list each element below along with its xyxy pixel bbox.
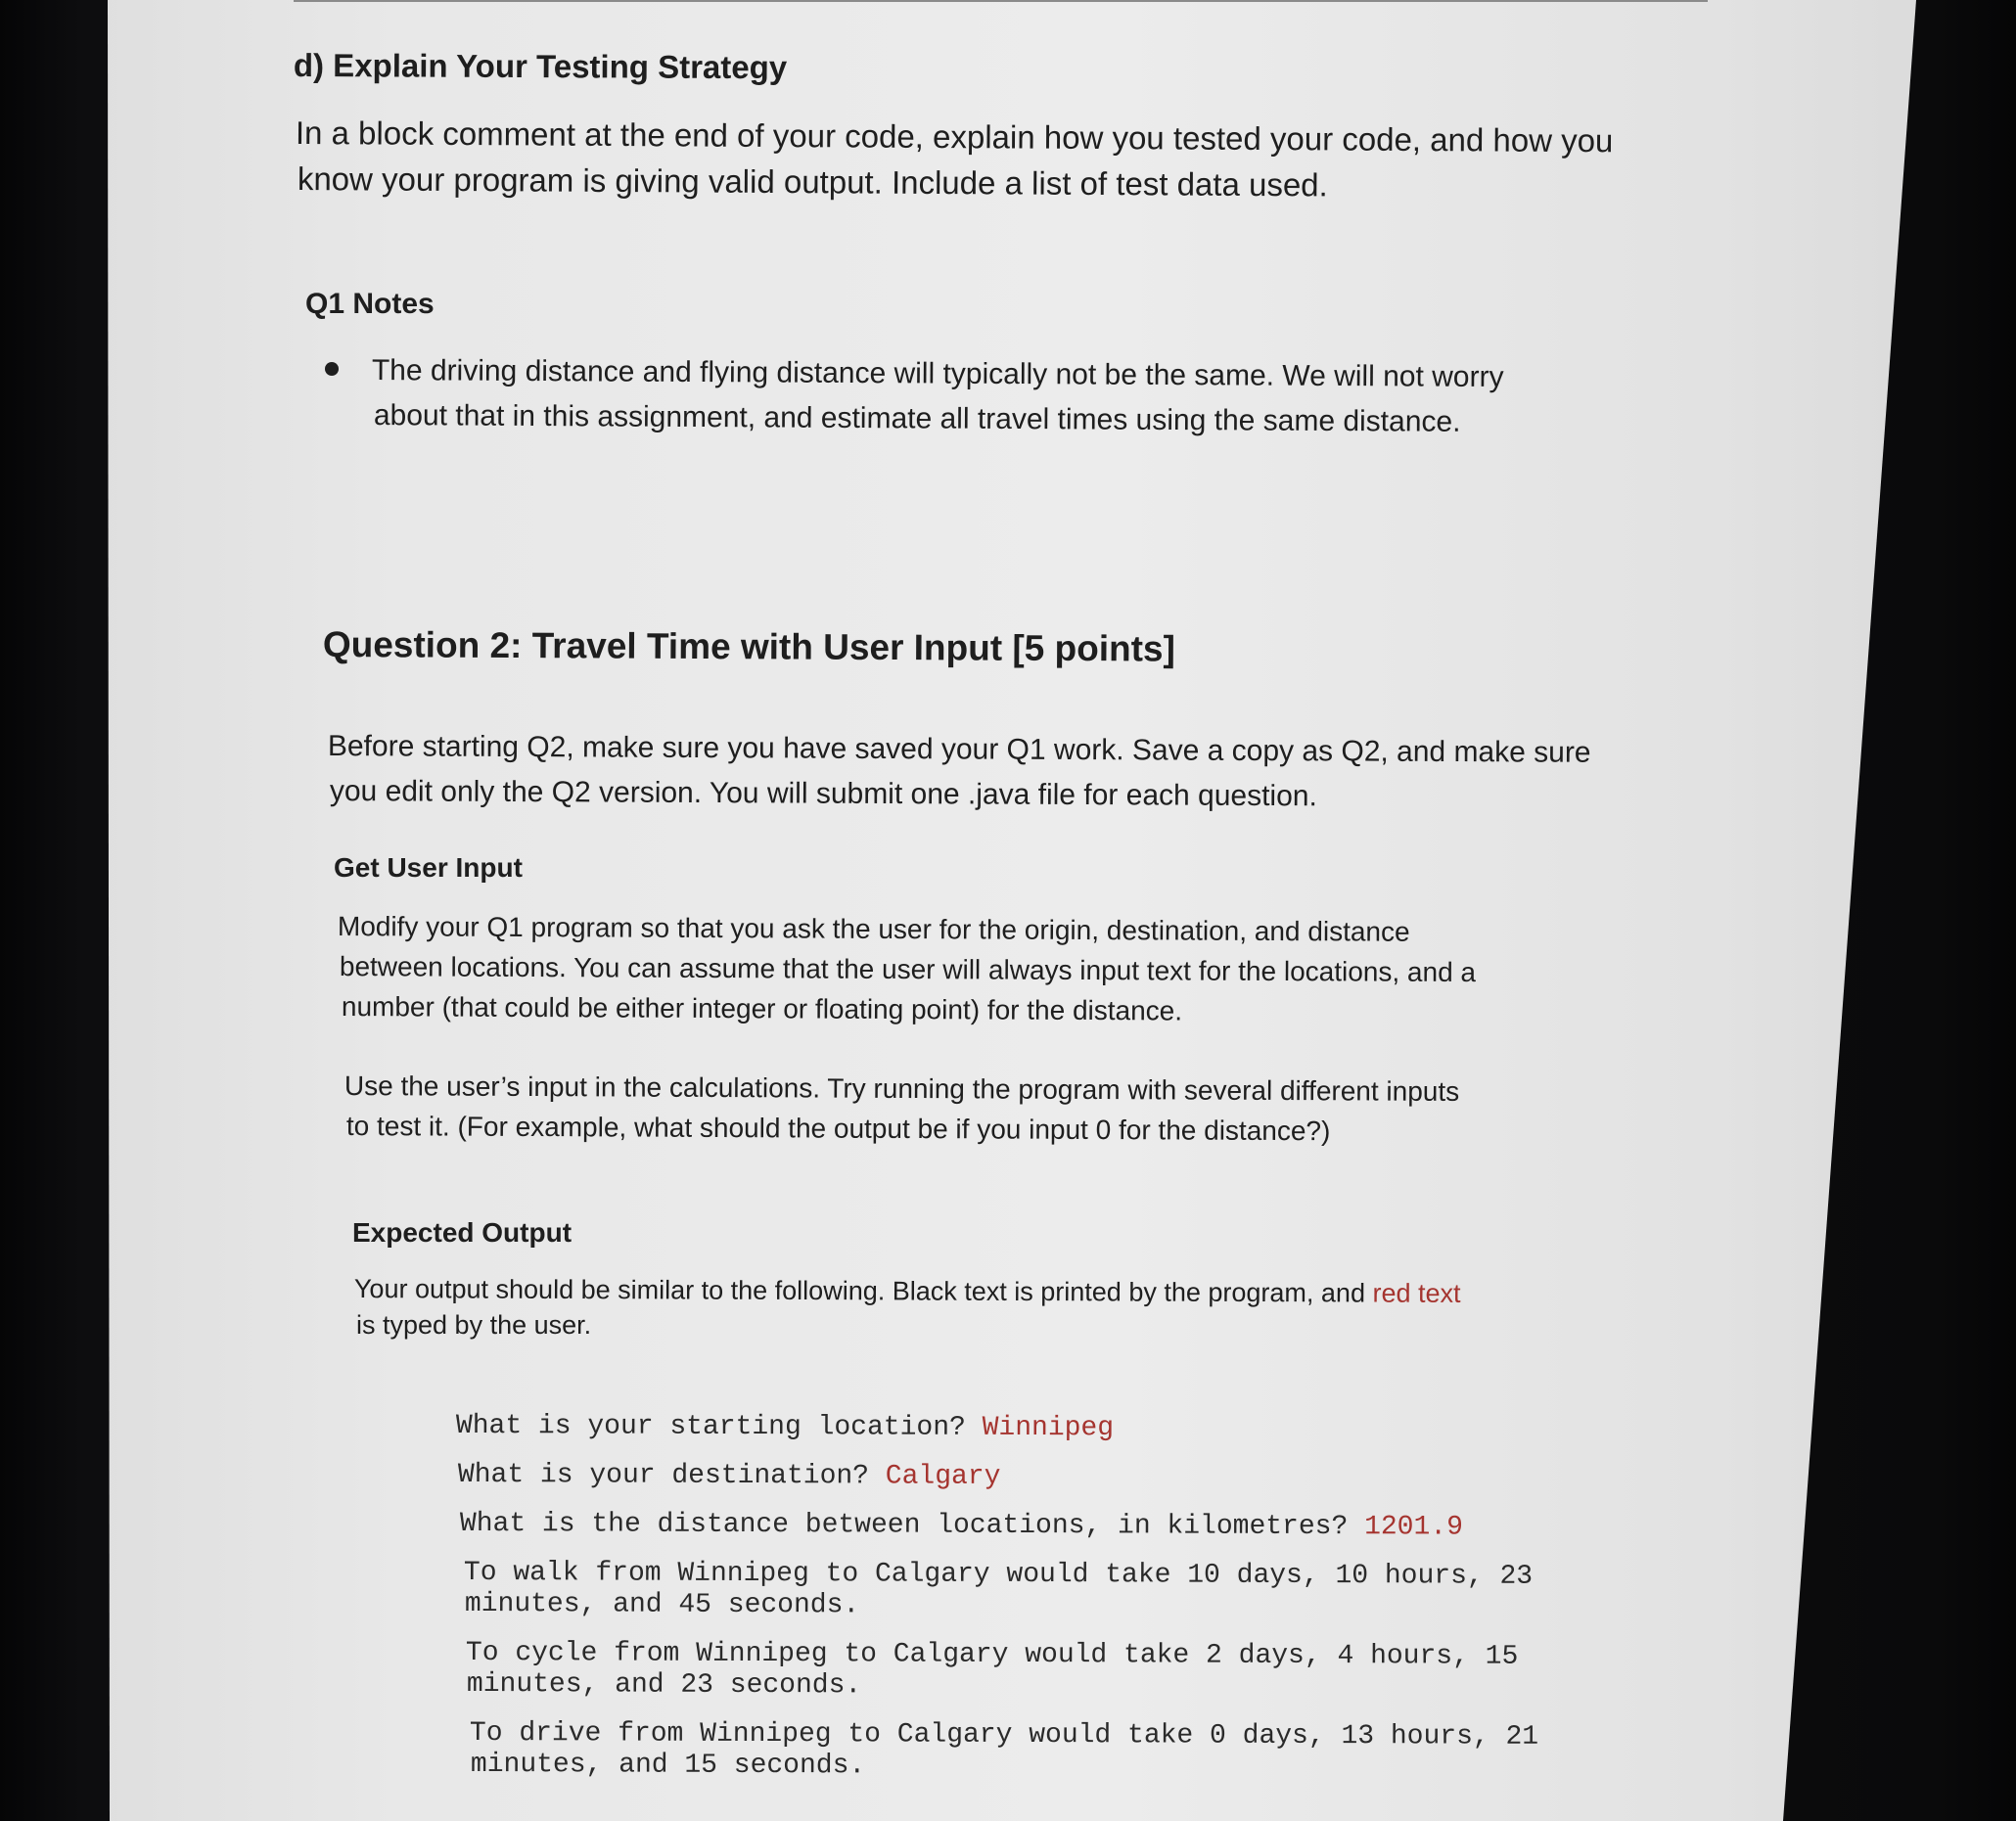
q1-note-line-2: about that in this assignment, and estimate all travel times using the same distance.	[373, 399, 1461, 438]
section-d-line-1: In a block comment at the end of your code, explain how you tested your code, and how you	[295, 114, 1614, 159]
q1-note-line-1: The driving distance and flying distance will typically not be the same. We will not worry	[371, 354, 1504, 394]
question-2-heading: Question 2: Travel Time with User Input [5 points]	[322, 624, 1175, 669]
console-drive-line-2: minutes, and 15 seconds.	[470, 1750, 866, 1782]
console-line-distance	[460, 1509, 1463, 1543]
console-line-destination	[458, 1460, 1001, 1492]
get-user-input-p2-line-2: to test it. (For example, what should the output be if you input 0 for the distance?)	[345, 1111, 1331, 1147]
console-user-input: Winnipeg	[982, 1412, 1115, 1444]
console-walk-line-1: To walk from Winnipeg to Calgary would take 10 days, 10 hours, 23	[463, 1558, 1534, 1592]
expected-output-desc-line-1	[354, 1274, 1461, 1309]
red-text-sample: red text	[1372, 1278, 1461, 1308]
expected-output-desc-text: Your output should be similar to the following. Black text is printed by the program, and	[353, 1274, 1373, 1308]
console-cycle-line-1: To cycle from Winnipeg to Calgary would take 2 days, 4 hours, 15	[465, 1638, 1519, 1672]
console-prompt: What is the distance between locations, in kilometres?	[459, 1509, 1365, 1543]
expected-output-desc-line-2: is typed by the user.	[356, 1310, 592, 1340]
console-drive-line-1: To drive from Winnipeg to Calgary would take 0 days, 13 hours, 21	[469, 1718, 1539, 1753]
console-user-input: Calgary	[885, 1461, 1001, 1492]
get-user-input-p1-line-3: number (that could be either integer or floating point) for the distance.	[341, 991, 1183, 1026]
console-cycle-line-2: minutes, and 23 seconds.	[466, 1669, 862, 1702]
get-user-input-p1-line-2: between locations. You can assume that the user will always input text for the locations, and a	[339, 951, 1477, 988]
question-2-intro-line-1: Before starting Q2, make sure you have saved your Q1 work. Save a copy as Q2, and make sure	[327, 730, 1591, 769]
console-prompt: What is your destination?	[457, 1460, 886, 1492]
get-user-input-p1-line-1: Modify your Q1 program so that you ask the user for the origin, destination, and distance	[337, 911, 1410, 947]
get-user-input-p2-line-1: Use the user’s input in the calculations. Try running the program with several different inputs	[344, 1070, 1460, 1107]
console-walk-line-2: minutes, and 45 seconds.	[464, 1589, 860, 1621]
bullet-icon	[325, 362, 339, 376]
console-prompt: What is your starting location?	[455, 1411, 983, 1443]
question-2-intro-line-2: you edit only the Q2 version. You will submit one .java file for each question.	[329, 775, 1317, 813]
get-user-input-heading: Get User Input	[334, 852, 523, 883]
q1-notes-heading: Q1 Notes	[305, 288, 435, 320]
section-d-line-2: know your program is giving valid output. Include a list of test data used.	[297, 160, 1328, 204]
section-d-heading: d) Explain Your Testing Strategy	[293, 47, 788, 86]
console-user-input: 1201.9	[1364, 1512, 1463, 1543]
console-line-start-location	[456, 1411, 1114, 1443]
expected-output-heading: Expected Output	[352, 1217, 573, 1248]
